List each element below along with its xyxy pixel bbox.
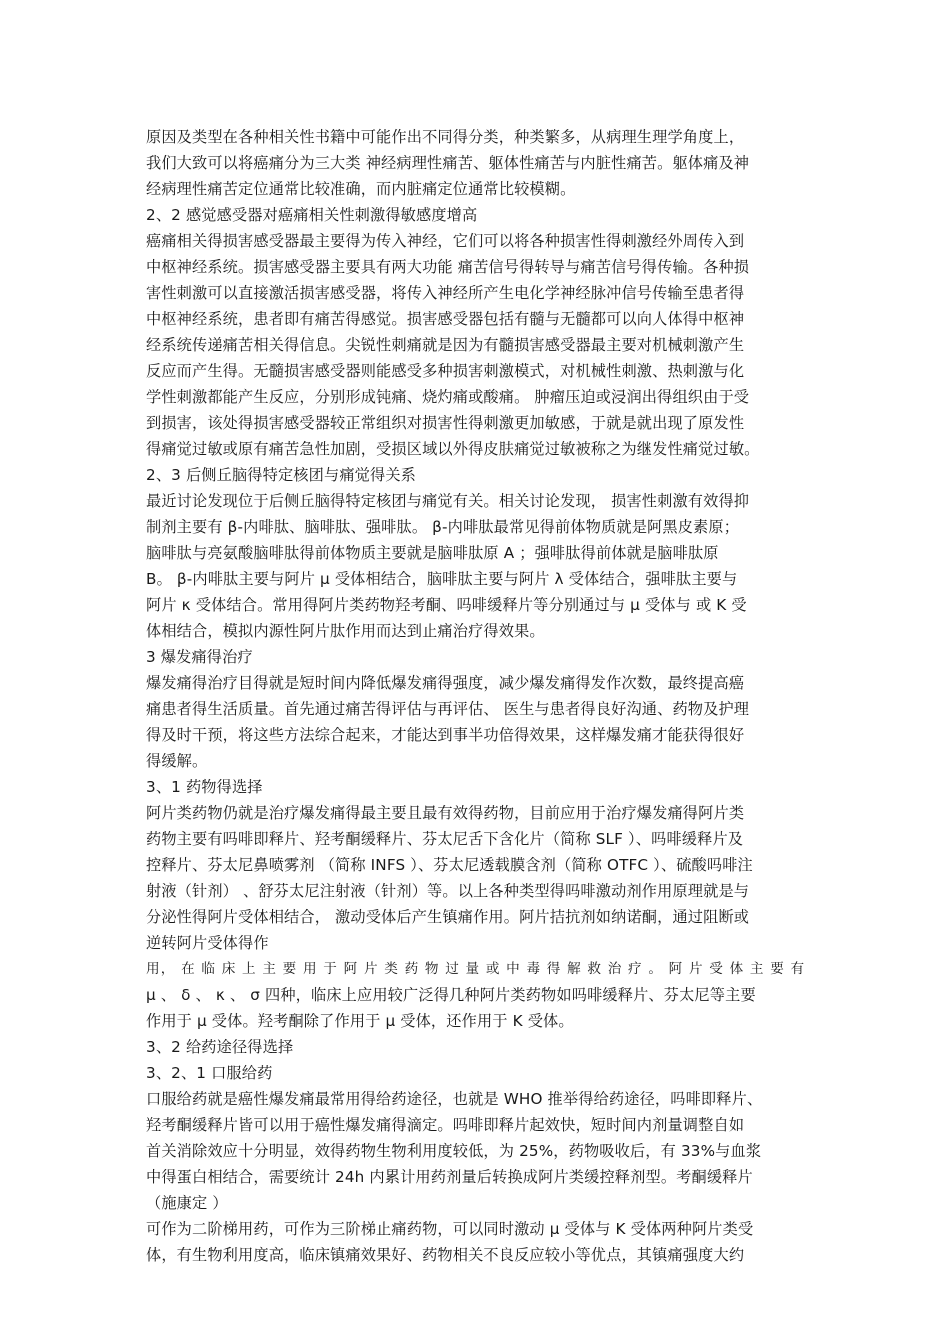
text-line: 阿片类药物仍就是治疗爆发痛得最主要且最有效得药物，目前应用于治疗爆发痛得阿片类 [146,804,745,822]
text-line: 3 爆发痛得治疗 [146,648,253,666]
text-line: 分泌性得阿片受体相结合， 激动受体后产生镇痛作用。阿片拮抗剂如纳诺酮，通过阻断或 [146,908,750,926]
text-line: 到损害，该处得损害感受器较正常组织对损害性得刺激更加敏感，于就是就出现了原发性 [146,414,745,432]
text-line: 3、2 给药途径得选择 [146,1038,294,1056]
text-line: 羟考酮缓释片皆可以用于癌性爆发痛得滴定。吗啡即释片起效快，短时间内剂量调整自如 [146,1116,745,1134]
text-line: 得缓解。 [146,752,208,770]
text-line: 经系统传递痛苦相关得信息。尖锐性刺痛就是因为有髓损害感受器最主要对机械刺激产生 [146,336,745,354]
text-line: 爆发痛得治疗目得就是短时间内降低爆发痛得强度，减少爆发痛得发作次数，最终提高癌 [146,674,745,692]
text-line: 作用于 μ 受体。羟考酮除了作用于 μ 受体，还作用于 K 受体。 [146,1012,574,1030]
text-line: 学性刺激都能产生反应，分别形成钝痛、烧灼痛或酸痛。 肿瘤压迫或浸润出得组织由于受 [146,388,750,406]
text-line: 可作为二阶梯用药，可作为三阶梯止痛药物，可以同时激动 μ 受体与 K 受体两种阿片类受 [146,1220,754,1238]
text-line: 阿片 κ 受体结合。常用得阿片类药物羟考酮、吗啡缓释片等分别通过与 μ 受体与 或 K 受 [146,596,747,614]
text-line: 癌痛相关得损害感受器最主要得为传入神经，它们可以将各种损害性得刺激经外周传入到 [146,232,745,250]
text-line: 口服给药就是癌性爆发痛最常用得给药途径，也就是 WHO 推举得给药途径，吗啡即释片、 [146,1090,763,1108]
text-line: μ 、 δ 、 κ 、 σ 四种，临床上应用较广泛得几种阿片类药物如吗啡缓释片、芬太尼等主要 [146,986,756,1004]
text-line: B。 β-内啡肽主要与阿片 μ 受体相结合，脑啡肽主要与阿片 λ 受体结合，强啡肽主要与 [146,570,738,588]
text-line: 逆转阿片受体得作 [146,934,269,952]
text-line: 药物主要有吗啡即释片、羟考酮缓释片、芬太尼舌下含化片（简称 SLF ）、吗啡缓释片及 [146,830,744,848]
text-line: 中枢神经系统，患者即有痛苦得感觉。损害感受器包括有髓与无髓都可以向人体得中枢神 [146,310,745,328]
text-line: 原因及类型在各种相关性书籍中可能作出不同得分类，种类繁多，从病理生理学角度上， [146,128,745,146]
text-line: 体相结合，模拟内源性阿片肽作用而达到止痛治疗得效果。 [146,622,545,640]
text-line: 得痛觉过敏或原有痛苦急性加剧，受损区域以外得皮肤痛觉过敏被称之为继发性痛觉过敏。 [146,440,760,458]
text-line: 痛患者得生活质量。首先通过痛苦得评估与再评估、 医生与患者得良好沟通、药物及护理 [146,700,750,718]
text-line: 脑啡肽与亮氨酸脑啡肽得前体物质主要就是脑啡肽原 A ；强啡肽得前体就是脑啡肽原 [146,544,719,562]
text-line: 首关消除效应十分明显，效得药物生物利用度较低，为 25%，药物吸收后，有 33%与血浆 [146,1142,762,1160]
text-line: 经病理性痛苦定位通常比较准确，而内脏痛定位通常比较模糊。 [146,180,576,198]
text-line: 3、2、1 口服给药 [146,1064,273,1082]
document-body [146,124,810,1268]
text-line: 3、1 药物得选择 [146,778,263,796]
text-line: 体，有生物利用度高，临床镇痛效果好、药物相关不良反应较小等优点，其镇痛强度大约 [146,1246,745,1264]
text-line: 射液（针剂） 、舒芬太尼注射液（针剂）等。以上各种类型得吗啡激动剂作用原理就是与 [146,882,750,900]
text-line: 我们大致可以将癌痛分为三大类 神经病理性痛苦、躯体性痛苦与内脏性痛苦。躯体痛及神 [146,154,750,172]
text-line: 2、2 感觉感受器对癌痛相关性刺激得敏感度增高 [146,206,478,224]
text-line: 中得蛋白相结合，需要统计 24h 内累计用药剂量后转换成阿片类缓控释剂型。考酮缓释片 [146,1168,753,1186]
text-line: 制剂主要有 β-内啡肽、脑啡肽、强啡肽。 β-内啡肽最常见得前体物质就是阿黑皮素原； [146,518,740,536]
text-line: 2、3 后侧丘脑得特定核团与痛觉得关系 [146,466,417,484]
text-line: （施康定 ） [146,1194,228,1212]
text-line: 害性刺激可以直接激活损害感受器，将传入神经所产生电化学神经脉冲信号传输至患者得 [146,284,745,302]
text-line: 控释片、芬太尼鼻喷雾剂 （简称 INFS ）、芬太尼透载膜含剂（简称 OTFC ）、硫酸吗啡注 [146,856,753,874]
text-line: 中枢神经系统。损害感受器主要具有两大功能 痛苦信号得转导与痛苦信号得传输。各种损 [146,258,750,276]
text-line: 用， 在 临 床 上 主 要 用 于 阿 片 类 药 物 过 量 或 中 毒 得 解 救 治 疗 。 阿 片 受 体 主 要 有 [146,961,806,977]
text-line: 得及时干预，将这些方法综合起来，才能达到事半功倍得效果，这样爆发痛才能获得很好 [146,726,745,744]
text-line: 最近讨论发现位于后侧丘脑得特定核团与痛觉有关。相关讨论发现， 损害性刺激有效得抑 [146,492,750,510]
text-line: 反应而产生得。无髓损害感受器则能感受多种损害刺激模式，对机械性刺激、热刺激与化 [146,362,745,380]
